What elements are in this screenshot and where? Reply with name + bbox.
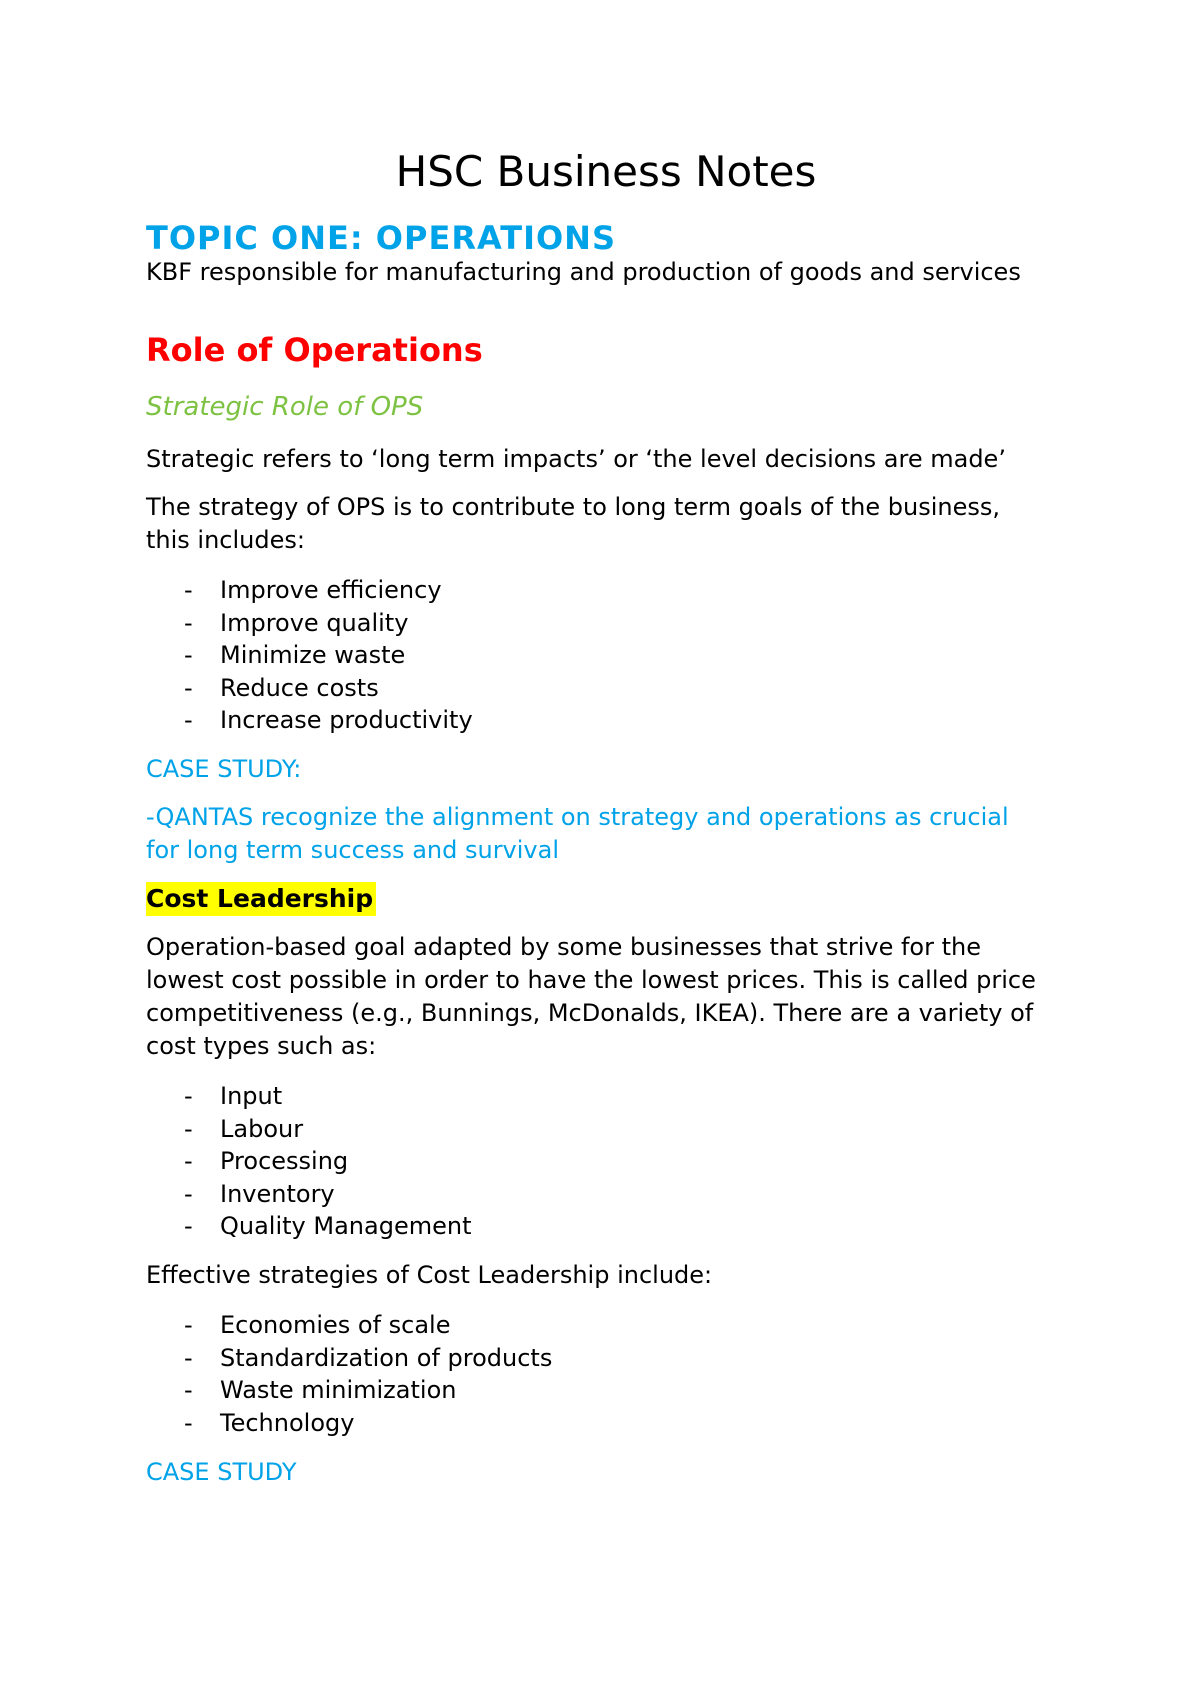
list-item xyxy=(146,607,846,640)
list-item-text: Standardization of products xyxy=(220,1343,553,1372)
list-item xyxy=(146,672,846,705)
cost-line-3: competitiveness (e.g., Bunnings, McDonalds, IKEA). There are a variety of xyxy=(146,999,1034,1027)
list-item-text: Improve efficiency xyxy=(220,576,442,604)
list-marker: - xyxy=(184,1114,193,1143)
list-item xyxy=(146,1080,846,1113)
cost-line-1: Operation-based goal adapted by some businesses that strive for the xyxy=(146,933,981,961)
list-item-text: Increase productivity xyxy=(220,706,473,734)
list-item-text: Waste minimization xyxy=(220,1376,457,1404)
list-item-text: Improve quality xyxy=(220,608,409,637)
list-marker: - xyxy=(184,608,193,637)
list-item-text: Minimize waste xyxy=(220,641,406,669)
list-item xyxy=(146,1342,846,1375)
topic-heading: TOPIC ONE: OPERATIONS xyxy=(146,219,616,257)
list-marker: - xyxy=(184,706,193,734)
list-item xyxy=(146,1407,846,1440)
document-title: HSC Business Notes xyxy=(395,147,817,196)
list-item xyxy=(146,574,846,607)
list-marker: - xyxy=(184,1408,193,1437)
list-item-text: Economies of scale xyxy=(220,1311,451,1339)
list-item-text: Inventory xyxy=(220,1179,335,1208)
list-marker: - xyxy=(184,1212,193,1240)
cost-leadership-heading: Cost Leadership xyxy=(146,882,376,916)
strategy-line-1: The strategy of OPS is to contribute to long term goals of the business, xyxy=(146,493,1001,521)
cost-line-4: cost types such as: xyxy=(146,1032,377,1060)
list-marker: - xyxy=(184,1179,193,1208)
list-item xyxy=(146,704,846,737)
list-item-text: Processing xyxy=(220,1147,349,1175)
case-study-2-label: CASE STUDY xyxy=(146,1458,297,1486)
list-item xyxy=(146,1309,846,1342)
list-marker: - xyxy=(184,1376,193,1404)
list-item xyxy=(146,1145,846,1178)
list-marker: - xyxy=(184,1082,193,1110)
cost-types-list xyxy=(146,1080,846,1243)
case-study-label: CASE STUDY: xyxy=(146,755,302,783)
strategy-line-2: this includes: xyxy=(146,526,305,554)
strategy-list xyxy=(146,574,846,737)
list-item xyxy=(146,1374,846,1407)
strategic-definition: Strategic refers to ‘long term impacts’ or ‘the level decisions are made’ xyxy=(146,445,1006,473)
list-marker: - xyxy=(184,576,193,604)
cost-line-2: lowest cost possible in order to have the lowest prices. This is called price xyxy=(146,966,1036,994)
list-marker: - xyxy=(184,641,193,669)
list-item xyxy=(146,1210,846,1243)
list-marker: - xyxy=(184,1147,193,1175)
list-item xyxy=(146,1113,846,1146)
list-marker: - xyxy=(184,1343,193,1372)
list-item-text: Labour xyxy=(220,1114,304,1143)
list-marker: - xyxy=(184,673,193,702)
effective-strategies-list xyxy=(146,1309,846,1439)
list-item xyxy=(146,1178,846,1211)
case-study-line-2: for long term success and survival xyxy=(146,836,560,864)
list-item-text: Quality Management xyxy=(220,1212,472,1240)
list-item-text: Reduce costs xyxy=(220,673,379,702)
list-marker: - xyxy=(184,1311,193,1339)
intro-paragraph: KBF responsible for manufacturing and production of goods and services xyxy=(146,258,1021,286)
effective-intro: Effective strategies of Cost Leadership include: xyxy=(146,1261,713,1289)
role-heading: Role of Operations xyxy=(146,331,483,369)
list-item-text: Technology xyxy=(220,1408,355,1437)
list-item xyxy=(146,639,846,672)
list-item-text: Input xyxy=(220,1082,283,1110)
strategic-heading: Strategic Role of OPS xyxy=(146,392,424,422)
case-study-line-1: -QANTAS recognize the alignment on strategy and operations as crucial xyxy=(146,803,1009,831)
